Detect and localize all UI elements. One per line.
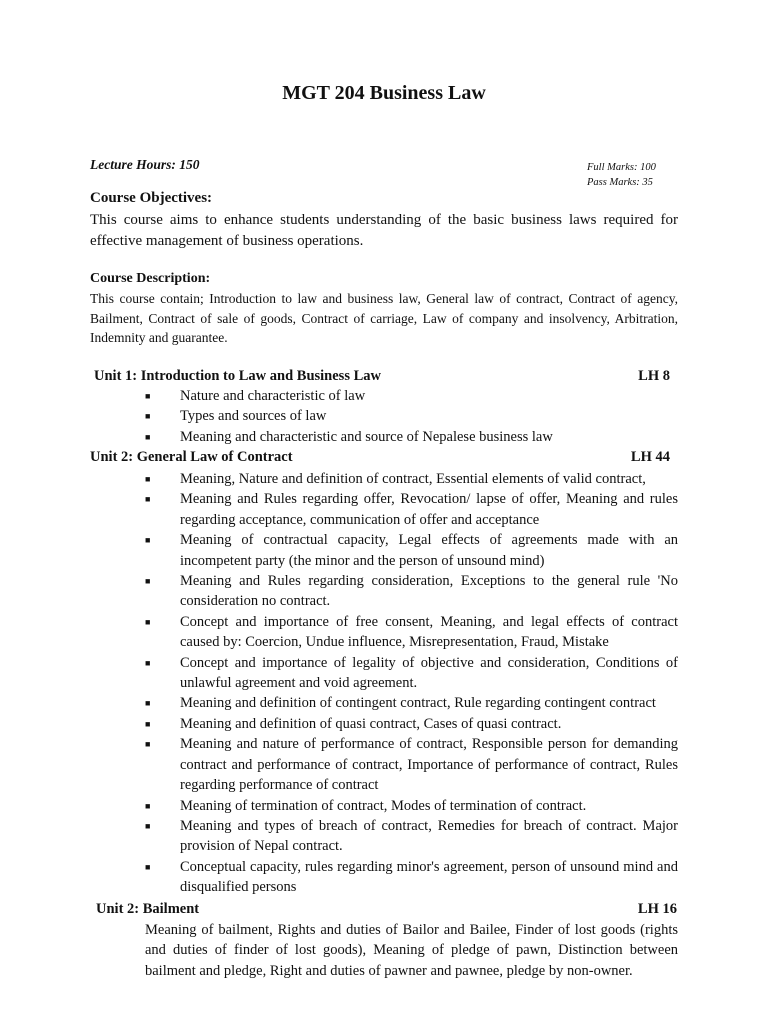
unit-bailment-title: Unit 2: Bailment — [96, 901, 200, 917]
bullet-icon: ■ — [145, 576, 151, 587]
bullet-icon: ■ — [145, 657, 151, 668]
unit-2-title: Unit 2: General Law of Contract — [90, 449, 293, 465]
objectives-text: This course aims to enhance students understanding of the basic business laws required for effective management of business operations. — [90, 212, 678, 249]
list-item: ■ Conceptual capacity, rules regarding minor's agreement, person of unsound mind and disqualified persons — [145, 858, 678, 896]
unit-bailment-text: Meaning of bailment, Rights and duties of Bailor and Bailee, Finder of lost goods (rights and duties of finder of lost goods), Meaning of pledge of pawn, Distinction between bailment and pledge, Right and duties of pawner and pawnee, pledge by non-owner. — [145, 922, 678, 979]
full-marks: Full Marks: 100 — [587, 162, 656, 173]
list-item: ■ Meaning and Rules regarding consideration, Exceptions to the general rule 'No consideration no contract. — [145, 573, 678, 610]
list-item: ■ Meaning and definition of contingent contract, Rule regarding contingent contract — [145, 693, 678, 713]
unit-1-title: Unit 1: Introduction to Law and Business Law — [94, 368, 381, 384]
unit-1-topics — [145, 386, 678, 447]
bullet-icon: ■ — [145, 616, 151, 627]
unit-1-lecture-hours: LH 8 — [638, 368, 670, 384]
unit-bailment-heading — [96, 901, 677, 918]
marks-block — [587, 160, 656, 190]
objectives-heading: Course Objectives: — [90, 190, 213, 206]
list-item: ■ Meaning and types of breach of contract, Remedies for breach of contract. Major provision of Nepal contract. — [145, 817, 678, 855]
bullet-icon: ■ — [145, 718, 151, 729]
unit-2-topics — [145, 469, 678, 898]
list-item: ■ Concept and importance of legality of objective and consideration, Conditions of unlawful agreement and void agreement. — [145, 654, 678, 692]
list-item: ■ Meaning and characteristic and source of Nepalese business law — [145, 427, 678, 447]
description-heading: Course Description: — [90, 271, 211, 286]
unit-1-heading — [94, 368, 670, 385]
unit-2-lecture-hours: LH 44 — [630, 449, 670, 465]
bullet-icon: ■ — [145, 494, 151, 505]
lecture-hours: Lecture Hours: 150 — [90, 157, 200, 172]
description-text: This course contain; Introduction to law and business law, General law of contract, Contract of agency, Bailment, Contract of sale of goods, Contract of carriage, Law of company and insolvency, Arbitration, Indemnity and guarantee. — [90, 291, 678, 345]
list-item: ■ Meaning and nature of performance of contract, Responsible person for demanding contract and performance of contract, Importance of performance of contract, Rules regarding performance of contract — [145, 736, 678, 794]
list-item: ■ Types and sources of law — [145, 406, 678, 426]
bullet-icon: ■ — [145, 739, 151, 750]
list-item: ■ Nature and characteristic of law — [145, 386, 678, 406]
bullet-icon: ■ — [145, 698, 151, 709]
list-item: ■ Meaning, Nature and definition of contract, Essential elements of valid contract, — [145, 469, 678, 489]
bullet-icon: ■ — [145, 411, 151, 422]
unit-2-heading — [90, 449, 670, 466]
document-title: MGT 204 Business Law — [282, 82, 486, 104]
list-item: ■ Meaning and definition of quasi contract, Cases of quasi contract. — [145, 714, 678, 734]
list-item: ■ Concept and importance of free consent, Meaning, and legal effects of contract caused by: Coercion, Undue influence, Misrepresentation, Fraud, Mistake — [145, 613, 678, 651]
bullet-icon: ■ — [145, 800, 151, 811]
bullet-icon: ■ — [145, 820, 151, 831]
bullet-icon: ■ — [145, 535, 151, 546]
list-item: ■ Meaning of contractual capacity, Legal effects of agreements made with an incompetent party (the minor and the person of unsound mind) — [145, 532, 678, 569]
bullet-icon: ■ — [145, 391, 151, 401]
pass-marks: Pass Marks: 35 — [587, 177, 653, 188]
list-item: ■ Meaning and Rules regarding offer, Revocation/ lapse of offer, Meaning and rules regarding acceptance, communication of offer and acceptance — [145, 491, 678, 528]
bullet-icon: ■ — [145, 861, 151, 872]
unit-bailment-lecture-hours: LH 16 — [637, 901, 677, 917]
bullet-icon: ■ — [145, 474, 151, 484]
bullet-icon: ■ — [145, 431, 151, 442]
list-item: ■ Meaning of termination of contract, Modes of termination of contract. — [145, 796, 678, 816]
